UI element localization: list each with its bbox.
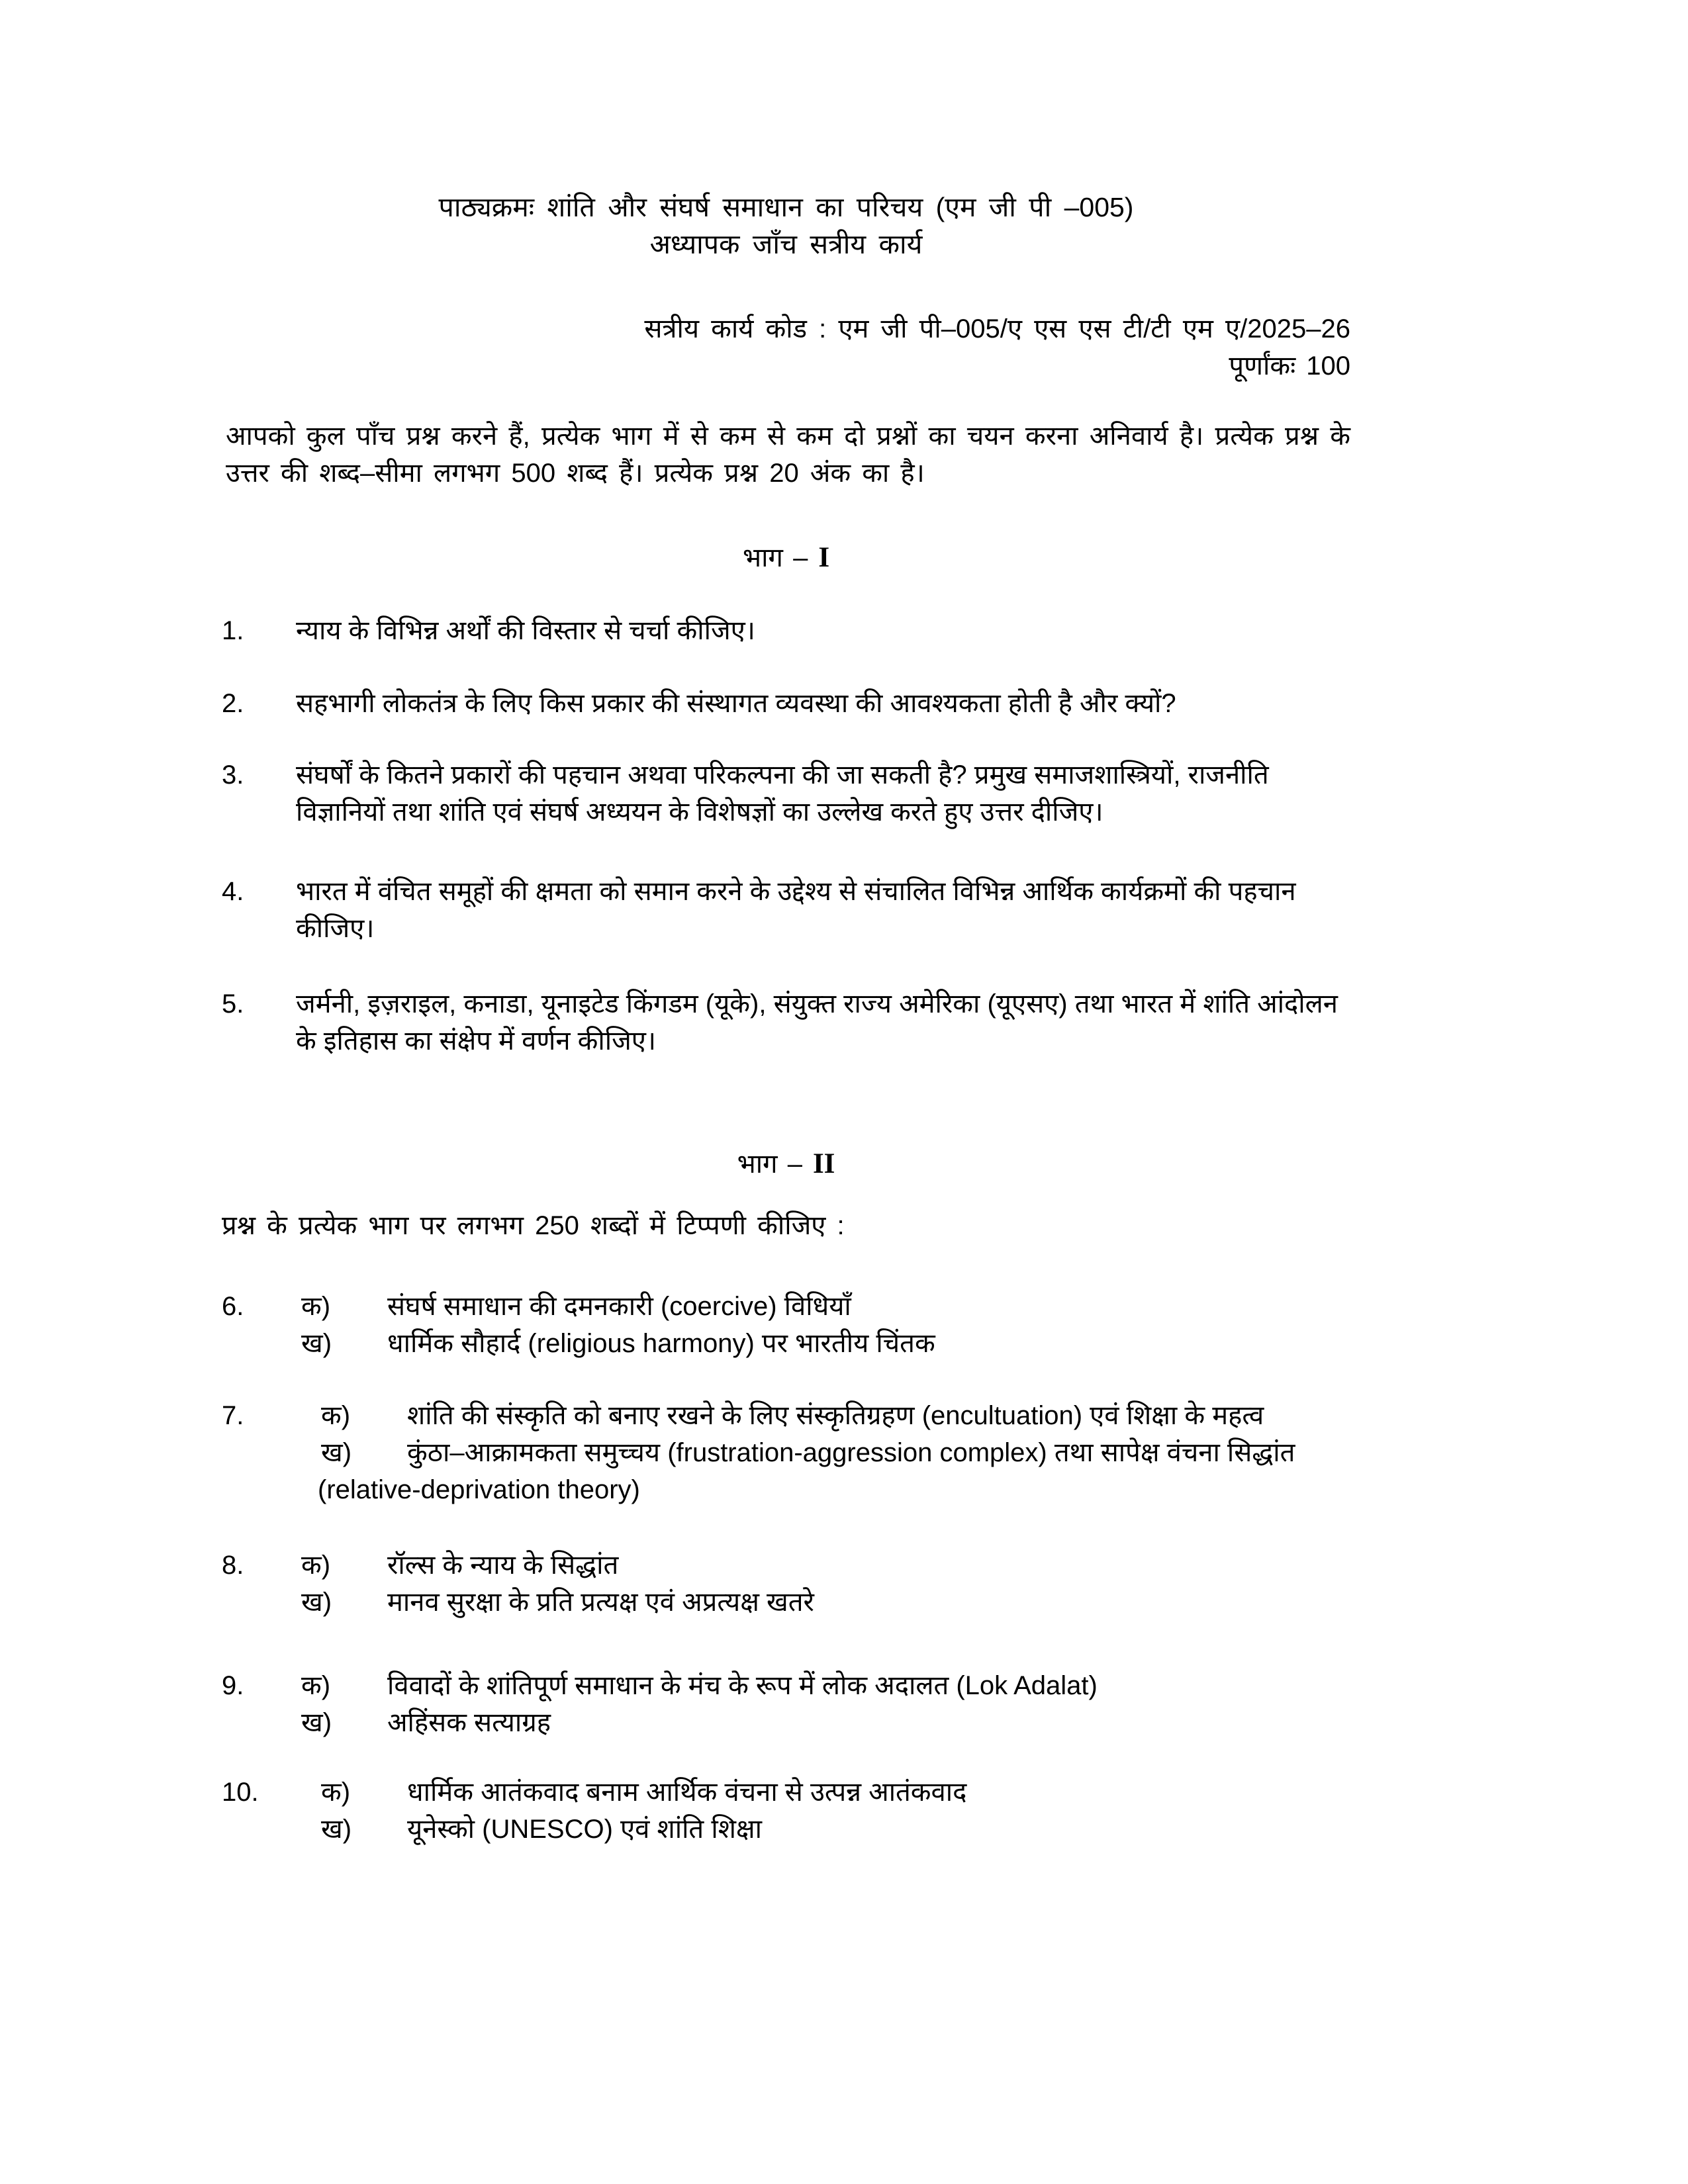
total-marks-line: पूर्णांकः 100 <box>1229 351 1350 381</box>
question-10-number-spacer <box>222 1811 321 1848</box>
question-9-number-spacer <box>222 1704 301 1741</box>
question-9-number: 9. <box>222 1671 244 1700</box>
question-9b-text: अहिंसक सत्याग्रह <box>387 1708 551 1737</box>
question-5 <box>222 985 1350 1060</box>
question-3-number: 3. <box>222 760 244 790</box>
question-9-part-a <box>222 1667 1350 1704</box>
question-6-number: 6. <box>222 1292 244 1321</box>
question-6-part-b <box>222 1325 1350 1362</box>
question-6b-label: ख) <box>301 1329 332 1358</box>
question-8a-label: क) <box>301 1551 331 1580</box>
part-2-heading-numeral: II <box>812 1148 835 1179</box>
question-6 <box>222 1288 1350 1362</box>
question-7a-text: शांति की संस्कृति को बनाए रखने के लिए संस्कृतिग्रहण (encultuation) एवं शिक्षा के महत्व <box>407 1401 1264 1430</box>
question-7-part-b <box>222 1434 1350 1471</box>
question-4-text: भारत में वंचित समूहों की क्षमता को समान करने के उद्देश्य से संचालित विभिन्न आर्थिक कार्यक्रमों की पहचान कीजिए। <box>296 877 1296 943</box>
question-8b-label: ख) <box>301 1588 332 1617</box>
question-6a-text: संघर्ष समाधान की दमनकारी (coercive) विधियाँ <box>387 1292 851 1321</box>
part-1-heading-word: भाग – <box>742 543 808 572</box>
part-1-heading <box>222 539 1350 576</box>
question-10a-text: धार्मिक आतंकवाद बनाम आर्थिक वंचना से उत्पन्न आतंकवाद <box>407 1778 967 1807</box>
assignment-code-line: सत्रीय कार्य कोड : एम जी पी–005/ए एस एस टी/टी एम ए/2025–26 <box>644 314 1350 343</box>
question-1-number: 1. <box>222 616 244 645</box>
question-10-part-b <box>222 1811 1350 1848</box>
general-instructions: आपको कुल पाँच प्रश्न करने हैं, प्रत्येक भाग में से कम से कम दो प्रश्नों का चयन करना अनिवार्य है। प्रत्येक प्रश्न के उत्तर की शब्द–सीमा लगभग 500 शब्द हैं। प्रत्येक प्रश्न 20 अंक का है। <box>226 422 1350 488</box>
question-6-number-spacer <box>222 1325 301 1362</box>
question-2-number: 2. <box>222 689 244 718</box>
question-2-text: सहभागी लोकतंत्र के लिए किस प्रकार की संस्थागत व्यवस्था की आवश्यकता होती है और क्यों? <box>296 689 1176 718</box>
question-5-text: जर्मनी, इज़राइल, कनाडा, यूनाइटेड किंगडम (यूके), संयुक्त राज्य अमेरिका (यूएसए) तथा भारत में शांति आंदोलन के इतिहास का संक्षेप में वर्णन कीजिए। <box>296 989 1338 1056</box>
course-title-line: पाठ्यक्रमः शांति और संघर्ष समाधान का परिचय (एम जी पी –005) <box>438 192 1134 222</box>
question-3-text: संघर्षों के कितने प्रकारों की पहचान अथवा परिकल्पना की जा सकती है? प्रमुख समाजशास्त्रियों, राजनीति विज्ञानियों तथा शांति एवं संघर्ष अध्ययन के विशेषज्ञों का उल्लेख करते हुए उत्तर दीजिए। <box>296 760 1269 827</box>
question-9a-label: क) <box>301 1671 331 1700</box>
question-3 <box>222 756 1350 831</box>
question-10 <box>222 1774 1350 1848</box>
question-7 <box>222 1397 1350 1508</box>
part-2-heading <box>222 1146 1350 1183</box>
question-9b-label: ख) <box>301 1708 332 1737</box>
question-1-text: न्याय के विभिन्न अर्थों की विस्तार से चर्चा कीजिए। <box>296 616 755 645</box>
question-8-part-a <box>222 1547 1350 1584</box>
question-7b-label: ख) <box>321 1438 352 1467</box>
part-2-instructions: प्रश्न के प्रत्येक भाग पर लगभग 250 शब्दों में टिप्पणी कीजिए : <box>222 1211 845 1240</box>
question-10-part-a <box>222 1774 1350 1811</box>
question-1 <box>222 612 1350 649</box>
question-7b-text: कुंठा–आक्रामकता समुच्चय (frustration-aggression complex) तथा सापेक्ष वंचना सिद्धांत <box>407 1438 1295 1467</box>
question-10b-label: ख) <box>321 1815 352 1844</box>
question-4 <box>222 873 1350 947</box>
question-7b-continuation: (relative-deprivation theory) <box>318 1475 640 1504</box>
question-10b-text: यूनेस्को (UNESCO) एवं शांति शिक्षा <box>407 1815 762 1844</box>
question-6b-text: धार्मिक सौहार्द (religious harmony) पर भारतीय चिंतक <box>387 1329 935 1358</box>
question-8-number-spacer <box>222 1584 301 1621</box>
question-6-part-a <box>222 1288 1350 1325</box>
question-6a-label: क) <box>301 1292 331 1321</box>
question-8-number: 8. <box>222 1551 244 1580</box>
question-7-number: 7. <box>222 1401 244 1430</box>
question-8-part-b <box>222 1584 1350 1621</box>
question-10-number: 10. <box>222 1778 259 1807</box>
question-8a-text: रॉल्स के न्याय के सिद्धांत <box>387 1551 619 1580</box>
question-4-number: 4. <box>222 877 244 906</box>
question-2 <box>222 685 1350 722</box>
question-7-number-spacer <box>222 1434 321 1471</box>
question-9-part-b <box>222 1704 1350 1741</box>
document-content <box>222 189 1350 1848</box>
part-1-heading-numeral: I <box>818 542 830 573</box>
question-9 <box>222 1667 1350 1741</box>
question-10a-label: क) <box>321 1778 351 1807</box>
question-7a-label: क) <box>321 1401 351 1430</box>
question-9a-text: विवादों के शांतिपूर्ण समाधान के मंच के रूप में लोक अदालत (Lok Adalat) <box>387 1671 1098 1700</box>
question-7-part-a <box>222 1397 1350 1434</box>
assignment-subtitle-line: अध्यापक जाँच सत्रीय कार्य <box>649 229 923 259</box>
question-8 <box>222 1547 1350 1621</box>
question-5-number: 5. <box>222 989 244 1019</box>
part-2-heading-word: भाग – <box>737 1150 802 1179</box>
question-8b-text: मानव सुरक्षा के प्रति प्रत्यक्ष एवं अप्रत्यक्ष खतरे <box>387 1588 814 1617</box>
